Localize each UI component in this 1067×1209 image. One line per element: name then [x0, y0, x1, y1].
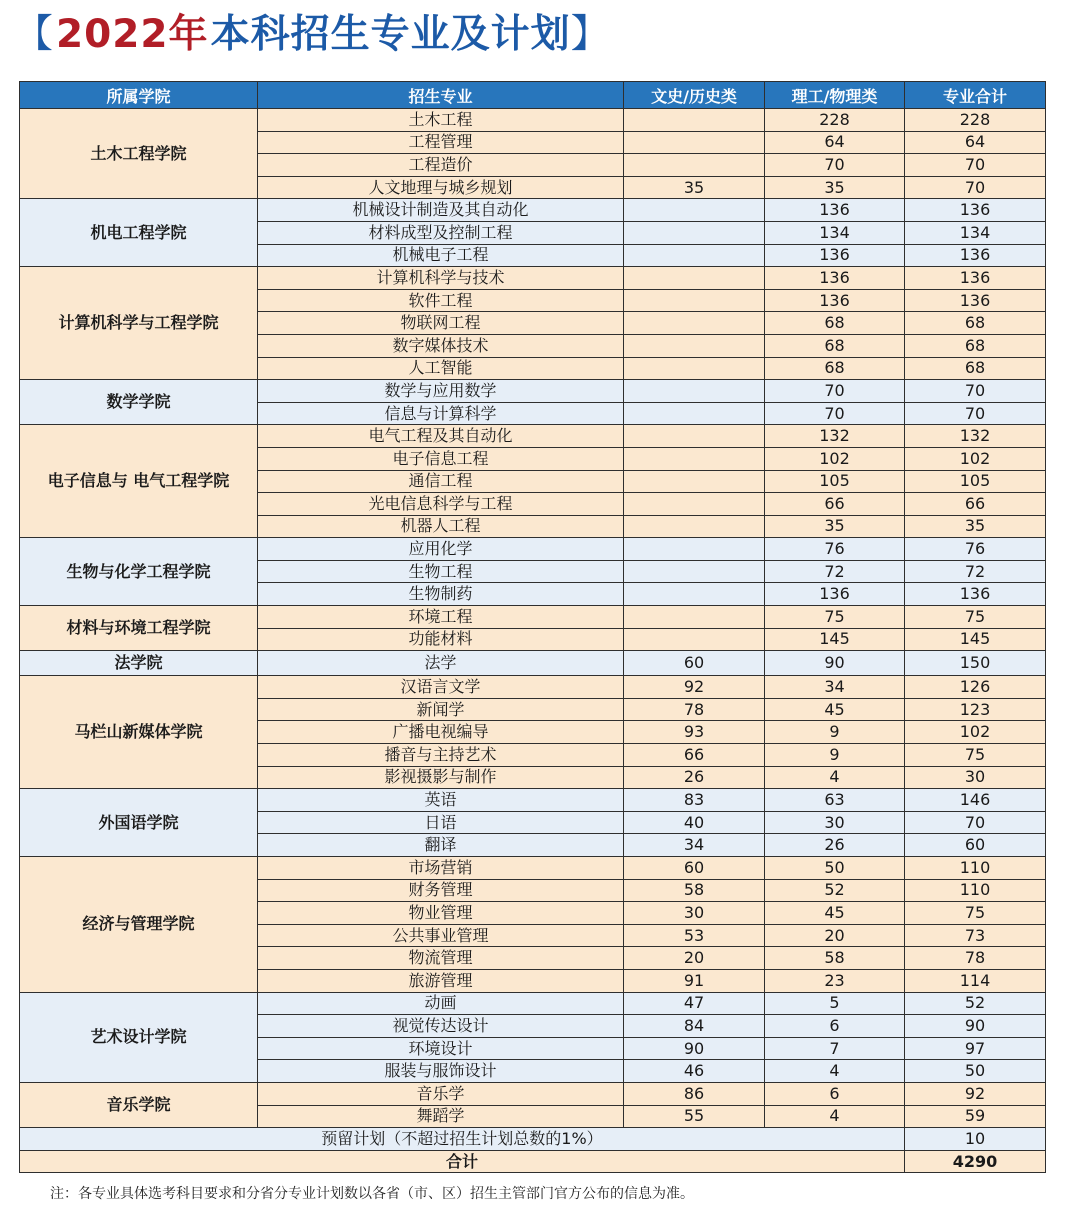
liberal-arts-cell [624, 538, 765, 561]
major-total-cell: 30 [905, 766, 1046, 789]
major-total-cell: 114 [905, 969, 1046, 992]
major-cell: 旅游管理 [258, 969, 624, 992]
science-cell: 4 [765, 766, 905, 789]
major-cell: 物联网工程 [258, 312, 624, 335]
college-cell: 经济与管理学院 [20, 857, 258, 993]
major-cell: 播音与主持艺术 [258, 744, 624, 767]
science-cell: 35 [765, 176, 905, 199]
major-total-cell: 70 [905, 380, 1046, 403]
major-total-cell: 70 [905, 176, 1046, 199]
major-cell: 机器人工程 [258, 515, 624, 538]
total-value: 4290 [905, 1150, 1046, 1173]
major-cell: 动画 [258, 992, 624, 1015]
science-cell: 66 [765, 493, 905, 516]
major-total-cell: 35 [905, 515, 1046, 538]
science-cell: 136 [765, 583, 905, 606]
table-row [20, 425, 1046, 448]
major-total-cell: 90 [905, 1015, 1046, 1038]
science-cell: 6 [765, 1082, 905, 1105]
major-cell: 功能材料 [258, 628, 624, 651]
major-total-cell: 75 [905, 744, 1046, 767]
major-cell: 材料成型及控制工程 [258, 221, 624, 244]
table-row [20, 199, 1046, 222]
major-total-cell: 78 [905, 947, 1046, 970]
college-cell: 材料与环境工程学院 [20, 606, 258, 651]
college-cell: 数学学院 [20, 380, 258, 425]
science-cell: 45 [765, 698, 905, 721]
major-cell: 市场营销 [258, 857, 624, 880]
reserve-value: 10 [905, 1128, 1046, 1151]
science-cell: 4 [765, 1060, 905, 1083]
science-cell: 52 [765, 879, 905, 902]
science-cell: 90 [765, 651, 905, 676]
science-cell: 50 [765, 857, 905, 880]
major-total-cell: 136 [905, 244, 1046, 267]
table-row [20, 789, 1046, 812]
liberal-arts-cell [624, 606, 765, 629]
major-total-cell: 102 [905, 447, 1046, 470]
college-cell: 外国语学院 [20, 789, 258, 857]
liberal-arts-cell: 40 [624, 811, 765, 834]
major-total-cell: 64 [905, 131, 1046, 154]
liberal-arts-cell: 35 [624, 176, 765, 199]
science-cell: 9 [765, 744, 905, 767]
science-cell: 70 [765, 380, 905, 403]
major-total-cell: 70 [905, 811, 1046, 834]
major-cell: 物流管理 [258, 947, 624, 970]
major-cell: 电气工程及其自动化 [258, 425, 624, 448]
liberal-arts-cell [624, 560, 765, 583]
major-cell: 机械电子工程 [258, 244, 624, 267]
total-row [20, 1150, 1046, 1173]
science-cell: 6 [765, 1015, 905, 1038]
major-cell: 英语 [258, 789, 624, 812]
enrollment-plan-table [19, 81, 1046, 1173]
table-body [20, 109, 1046, 1173]
science-cell: 105 [765, 470, 905, 493]
major-cell: 机械设计制造及其自动化 [258, 199, 624, 222]
table-row [20, 267, 1046, 290]
liberal-arts-cell [624, 402, 765, 425]
major-cell: 生物制药 [258, 583, 624, 606]
major-total-cell: 102 [905, 721, 1046, 744]
science-cell: 72 [765, 560, 905, 583]
college-cell: 法学院 [20, 651, 258, 676]
liberal-arts-cell: 58 [624, 879, 765, 902]
major-cell: 信息与计算科学 [258, 402, 624, 425]
header-major-total: 专业合计 [905, 82, 1046, 109]
major-cell: 工程管理 [258, 131, 624, 154]
science-cell: 136 [765, 267, 905, 290]
major-cell: 土木工程 [258, 109, 624, 132]
science-cell: 134 [765, 221, 905, 244]
science-cell: 68 [765, 334, 905, 357]
major-total-cell: 75 [905, 902, 1046, 925]
table-row [20, 651, 1046, 676]
liberal-arts-cell: 66 [624, 744, 765, 767]
liberal-arts-cell [624, 357, 765, 380]
major-cell: 日语 [258, 811, 624, 834]
major-cell: 通信工程 [258, 470, 624, 493]
major-total-cell: 136 [905, 583, 1046, 606]
major-cell: 人文地理与城乡规划 [258, 176, 624, 199]
table-header-row [20, 82, 1046, 109]
liberal-arts-cell: 91 [624, 969, 765, 992]
college-cell: 计算机科学与工程学院 [20, 267, 258, 380]
major-cell: 财务管理 [258, 879, 624, 902]
major-cell: 音乐学 [258, 1082, 624, 1105]
major-cell: 数字媒体技术 [258, 334, 624, 357]
science-cell: 26 [765, 834, 905, 857]
science-cell: 145 [765, 628, 905, 651]
liberal-arts-cell [624, 154, 765, 177]
major-cell: 人工智能 [258, 357, 624, 380]
liberal-arts-cell [624, 628, 765, 651]
major-total-cell: 50 [905, 1060, 1046, 1083]
major-total-cell: 59 [905, 1105, 1046, 1128]
major-total-cell: 68 [905, 312, 1046, 335]
major-total-cell: 70 [905, 402, 1046, 425]
major-total-cell: 136 [905, 199, 1046, 222]
liberal-arts-cell: 93 [624, 721, 765, 744]
major-cell: 物业管理 [258, 902, 624, 925]
liberal-arts-cell [624, 493, 765, 516]
college-cell: 艺术设计学院 [20, 992, 258, 1082]
major-cell: 视觉传达设计 [258, 1015, 624, 1038]
liberal-arts-cell [624, 447, 765, 470]
science-cell: 102 [765, 447, 905, 470]
science-cell: 70 [765, 402, 905, 425]
liberal-arts-cell [624, 515, 765, 538]
table-row [20, 606, 1046, 629]
college-cell: 马栏山新媒体学院 [20, 676, 258, 789]
science-cell: 9 [765, 721, 905, 744]
title-text: 本科招生专业及计划 [210, 11, 571, 57]
major-cell: 电子信息工程 [258, 447, 624, 470]
college-cell: 音乐学院 [20, 1082, 258, 1127]
liberal-arts-cell: 92 [624, 676, 765, 699]
footnote: 注：各专业具体选考科目要求和分省分专业计划数以各省（市、区）招生主管部门官方公布的信息为准。 [50, 1186, 694, 1202]
major-total-cell: 68 [905, 334, 1046, 357]
liberal-arts-cell [624, 289, 765, 312]
science-cell: 68 [765, 357, 905, 380]
science-cell: 63 [765, 789, 905, 812]
science-cell: 23 [765, 969, 905, 992]
major-total-cell: 110 [905, 879, 1046, 902]
header-liberal-arts: 文史/历史类 [624, 82, 765, 109]
science-cell: 132 [765, 425, 905, 448]
title-bracket-open: 【 [14, 11, 55, 57]
header-major: 招生专业 [258, 82, 624, 109]
major-total-cell: 136 [905, 289, 1046, 312]
liberal-arts-cell: 83 [624, 789, 765, 812]
science-cell: 30 [765, 811, 905, 834]
major-total-cell: 126 [905, 676, 1046, 699]
liberal-arts-cell [624, 470, 765, 493]
major-cell: 舞蹈学 [258, 1105, 624, 1128]
science-cell: 136 [765, 199, 905, 222]
major-total-cell: 60 [905, 834, 1046, 857]
liberal-arts-cell [624, 199, 765, 222]
header-college: 所属学院 [20, 82, 258, 109]
major-cell: 数学与应用数学 [258, 380, 624, 403]
major-total-cell: 105 [905, 470, 1046, 493]
science-cell: 136 [765, 244, 905, 267]
science-cell: 64 [765, 131, 905, 154]
major-cell: 汉语言文学 [258, 676, 624, 699]
science-cell: 68 [765, 312, 905, 335]
liberal-arts-cell: 78 [624, 698, 765, 721]
major-cell: 影视摄影与制作 [258, 766, 624, 789]
liberal-arts-cell [624, 244, 765, 267]
major-cell: 光电信息科学与工程 [258, 493, 624, 516]
liberal-arts-cell [624, 425, 765, 448]
major-cell: 新闻学 [258, 698, 624, 721]
table-row [20, 676, 1046, 699]
table-row [20, 380, 1046, 403]
liberal-arts-cell: 47 [624, 992, 765, 1015]
college-cell: 生物与化学工程学院 [20, 538, 258, 606]
reserve-row [20, 1128, 1046, 1151]
major-total-cell: 228 [905, 109, 1046, 132]
liberal-arts-cell [624, 380, 765, 403]
major-total-cell: 150 [905, 651, 1046, 676]
liberal-arts-cell: 53 [624, 924, 765, 947]
major-total-cell: 73 [905, 924, 1046, 947]
major-total-cell: 92 [905, 1082, 1046, 1105]
liberal-arts-cell: 84 [624, 1015, 765, 1038]
liberal-arts-cell [624, 583, 765, 606]
major-total-cell: 136 [905, 267, 1046, 290]
liberal-arts-cell: 60 [624, 857, 765, 880]
liberal-arts-cell: 60 [624, 651, 765, 676]
liberal-arts-cell: 46 [624, 1060, 765, 1083]
science-cell: 136 [765, 289, 905, 312]
science-cell: 58 [765, 947, 905, 970]
major-cell: 环境设计 [258, 1037, 624, 1060]
major-total-cell: 52 [905, 992, 1046, 1015]
liberal-arts-cell [624, 221, 765, 244]
liberal-arts-cell: 90 [624, 1037, 765, 1060]
title-year: 2022年 [56, 11, 209, 57]
major-total-cell: 68 [905, 357, 1046, 380]
science-cell: 5 [765, 992, 905, 1015]
major-total-cell: 72 [905, 560, 1046, 583]
science-cell: 7 [765, 1037, 905, 1060]
science-cell: 35 [765, 515, 905, 538]
table-row [20, 857, 1046, 880]
major-cell: 广播电视编导 [258, 721, 624, 744]
science-cell: 20 [765, 924, 905, 947]
college-cell: 土木工程学院 [20, 109, 258, 199]
liberal-arts-cell: 34 [624, 834, 765, 857]
page-title [14, 8, 611, 60]
science-cell: 34 [765, 676, 905, 699]
table-row [20, 109, 1046, 132]
science-cell: 76 [765, 538, 905, 561]
college-cell: 机电工程学院 [20, 199, 258, 267]
major-total-cell: 145 [905, 628, 1046, 651]
major-total-cell: 97 [905, 1037, 1046, 1060]
major-total-cell: 146 [905, 789, 1046, 812]
liberal-arts-cell [624, 312, 765, 335]
liberal-arts-cell: 30 [624, 902, 765, 925]
reserve-label: 预留计划（不超过招生计划总数的1%） [20, 1128, 905, 1151]
table-row [20, 992, 1046, 1015]
major-cell: 环境工程 [258, 606, 624, 629]
liberal-arts-cell [624, 334, 765, 357]
science-cell: 45 [765, 902, 905, 925]
science-cell: 4 [765, 1105, 905, 1128]
major-cell: 计算机科学与技术 [258, 267, 624, 290]
major-total-cell: 66 [905, 493, 1046, 516]
liberal-arts-cell: 26 [624, 766, 765, 789]
major-total-cell: 70 [905, 154, 1046, 177]
major-cell: 翻译 [258, 834, 624, 857]
major-cell: 应用化学 [258, 538, 624, 561]
major-total-cell: 110 [905, 857, 1046, 880]
major-total-cell: 76 [905, 538, 1046, 561]
major-total-cell: 75 [905, 606, 1046, 629]
table-row [20, 1082, 1046, 1105]
science-cell: 75 [765, 606, 905, 629]
liberal-arts-cell: 55 [624, 1105, 765, 1128]
college-cell: 电子信息与 电气工程学院 [20, 425, 258, 538]
header-science: 理工/物理类 [765, 82, 905, 109]
science-cell: 70 [765, 154, 905, 177]
major-total-cell: 132 [905, 425, 1046, 448]
liberal-arts-cell: 20 [624, 947, 765, 970]
science-cell: 228 [765, 109, 905, 132]
title-bracket-close: 】 [570, 11, 611, 57]
major-total-cell: 134 [905, 221, 1046, 244]
major-cell: 服装与服饰设计 [258, 1060, 624, 1083]
major-cell: 软件工程 [258, 289, 624, 312]
total-label: 合计 [20, 1150, 905, 1173]
table-row [20, 538, 1046, 561]
major-cell: 工程造价 [258, 154, 624, 177]
major-cell: 生物工程 [258, 560, 624, 583]
liberal-arts-cell [624, 131, 765, 154]
liberal-arts-cell: 86 [624, 1082, 765, 1105]
major-cell: 公共事业管理 [258, 924, 624, 947]
major-cell: 法学 [258, 651, 624, 676]
liberal-arts-cell [624, 109, 765, 132]
liberal-arts-cell [624, 267, 765, 290]
major-total-cell: 123 [905, 698, 1046, 721]
